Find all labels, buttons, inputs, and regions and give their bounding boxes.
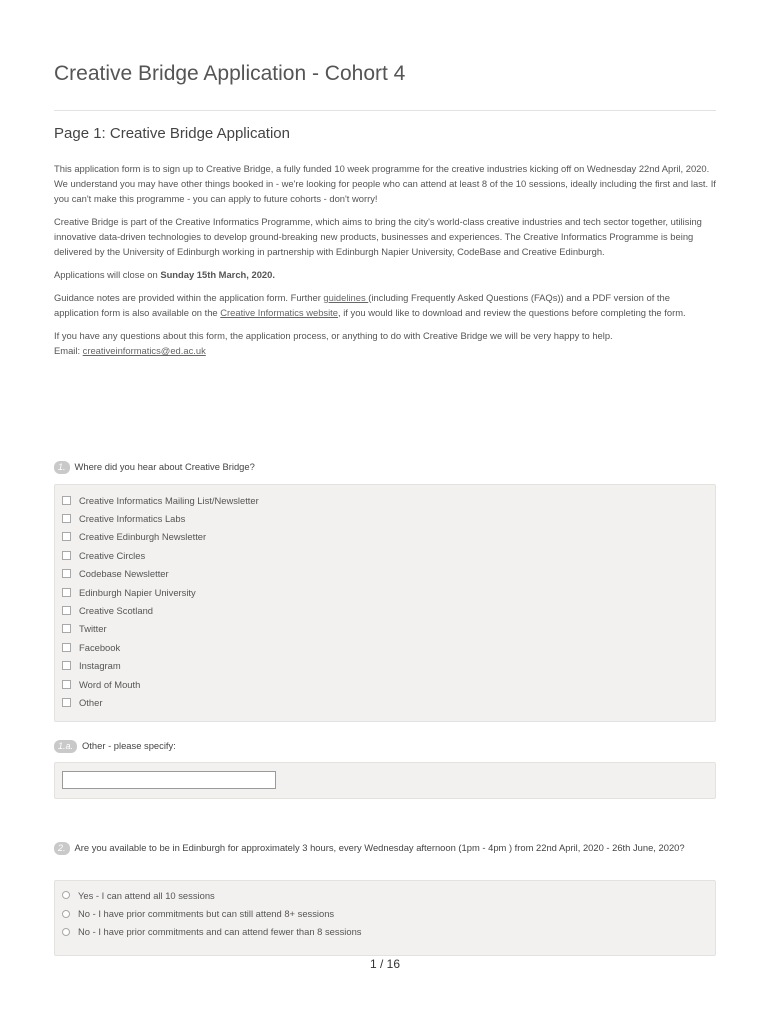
option-label: Edinburgh Napier University: [79, 586, 196, 598]
website-link[interactable]: Creative Informatics website: [220, 307, 339, 318]
option-label: Creative Informatics Mailing List/Newsletter: [79, 494, 259, 506]
option-facebook[interactable]: [62, 638, 715, 656]
option-label: Word of Mouth: [79, 678, 141, 690]
checkbox[interactable]: [62, 606, 71, 615]
question-2: [54, 840, 716, 855]
checkbox[interactable]: [62, 624, 71, 633]
checkbox[interactable]: [62, 569, 71, 578]
option-label: No - I have prior commitments and can attend fewer than 8 sessions: [78, 926, 362, 938]
option-mailing-list[interactable]: [62, 491, 715, 509]
title-divider: [54, 110, 716, 111]
form-title: Creative Bridge Application - Cohort 4: [54, 62, 406, 85]
option-label: No - I have prior commitments but can still attend 8+ sessions: [78, 908, 335, 920]
option-instagram[interactable]: [62, 657, 715, 675]
page-number: 1 / 16: [369, 957, 401, 971]
guidance-text-c: , if you would like to download and review the questions before completing the form.: [338, 307, 686, 318]
closing-date: [54, 267, 716, 282]
option-label: Creative Edinburgh Newsletter: [79, 531, 207, 543]
option-creative-circles[interactable]: [62, 546, 715, 564]
option-twitter[interactable]: [62, 620, 715, 638]
intro-text: [54, 161, 716, 366]
question-1a: [54, 738, 716, 753]
checkbox[interactable]: [62, 532, 71, 541]
question-1a-text: Other - please specify:: [82, 740, 176, 751]
checkbox[interactable]: [62, 496, 71, 505]
page-heading: Page 1: Creative Bridge Application: [54, 125, 290, 142]
option-word-of-mouth[interactable]: [62, 675, 715, 693]
radio-button[interactable]: [62, 891, 70, 899]
checkbox[interactable]: [62, 643, 71, 652]
checkbox[interactable]: [62, 514, 71, 523]
option-other[interactable]: [62, 693, 715, 711]
option-label: Codebase Newsletter: [79, 568, 169, 580]
option-label: Yes - I can attend all 10 sessions: [78, 889, 215, 901]
option-napier-university[interactable]: [62, 583, 715, 601]
question-2-text: Are you available to be in Edinburgh for approximately 3 hours, every Wednesday afternoon (1pm - 4pm ) from 22nd April, 2020 - 26th June, 2020?: [74, 842, 685, 853]
contact-paragraph: [54, 328, 716, 358]
option-label: Facebook: [79, 641, 121, 653]
question-2-options: [54, 880, 716, 956]
question-1-options: [54, 484, 716, 722]
option-label: Creative Circles: [79, 549, 146, 561]
option-informatics-labs[interactable]: [62, 509, 715, 527]
option-label: Creative Scotland: [79, 605, 153, 617]
option-label: Other: [79, 696, 103, 708]
intro-paragraph-2: Creative Bridge is part of the Creative Informatics Programme, which aims to bring the city's world-class creative industries and tech sector together, utilising innovative data-driven technologies to develop ground-breaking new products, businesses and experiences. The Creative Informatics Programme is being delivered by the University of Edinburgh working in partnership with Edinburgh Napier University, CodeBase and Creative Edinburgh.: [54, 216, 702, 257]
other-specify-input[interactable]: [62, 771, 276, 789]
question-1-text: Where did you hear about Creative Bridge?: [74, 461, 255, 472]
option-label: Creative Informatics Labs: [79, 513, 186, 525]
option-codebase-newsletter[interactable]: [62, 565, 715, 583]
guidance-text-a: Guidance notes are provided within the application form. Further: [54, 292, 324, 303]
question-1a-panel: [54, 762, 716, 799]
checkbox[interactable]: [62, 551, 71, 560]
guidance-text-b: (including Frequently Asked Questions (FAQs)) and a PDF version of the application form is also available on the: [54, 292, 670, 318]
question-1-number: 1.: [54, 461, 70, 474]
option-label: Twitter: [79, 623, 107, 635]
checkbox[interactable]: [62, 661, 71, 670]
radio-button[interactable]: [62, 910, 70, 918]
option-creative-scotland[interactable]: [62, 601, 715, 619]
checkbox[interactable]: [62, 680, 71, 689]
option-attend-all[interactable]: [62, 886, 715, 904]
radio-button[interactable]: [62, 928, 70, 936]
option-label: Instagram: [79, 660, 121, 672]
option-attend-fewer[interactable]: [62, 923, 715, 941]
closing-date-value: Sunday 15th March, 2020.: [160, 269, 275, 280]
email-link[interactable]: creativeinformatics@ed.ac.uk: [82, 345, 206, 356]
intro-paragraph-1: This application form is to sign up to Creative Bridge, a fully funded 10 week programme for the creative industries kicking off on Wednesday 22nd April, 2020. We understand you may have other things booked in - we're looking for people who can attend at least 8 of the 10 sessions, ideally including the first and last. If you can't make this programme - you can apply to future cohorts - don't worry!: [54, 163, 716, 204]
closing-date-prefix: Applications will close on: [54, 269, 161, 280]
question-1a-number: 1.a.: [54, 740, 77, 753]
checkbox[interactable]: [62, 588, 71, 597]
contact-text: If you have any questions about this form, the application process, or anything to do with Creative Bridge we will be very happy to help.: [54, 330, 613, 341]
guidance-paragraph: [54, 290, 716, 320]
option-attend-8-plus[interactable]: [62, 904, 715, 922]
question-1: [54, 459, 716, 474]
checkbox[interactable]: [62, 698, 71, 707]
option-edinburgh-newsletter[interactable]: [62, 528, 715, 546]
question-2-number: 2.: [54, 842, 70, 855]
email-label: Email:: [54, 345, 83, 356]
guidelines-link[interactable]: guidelines: [323, 292, 369, 303]
